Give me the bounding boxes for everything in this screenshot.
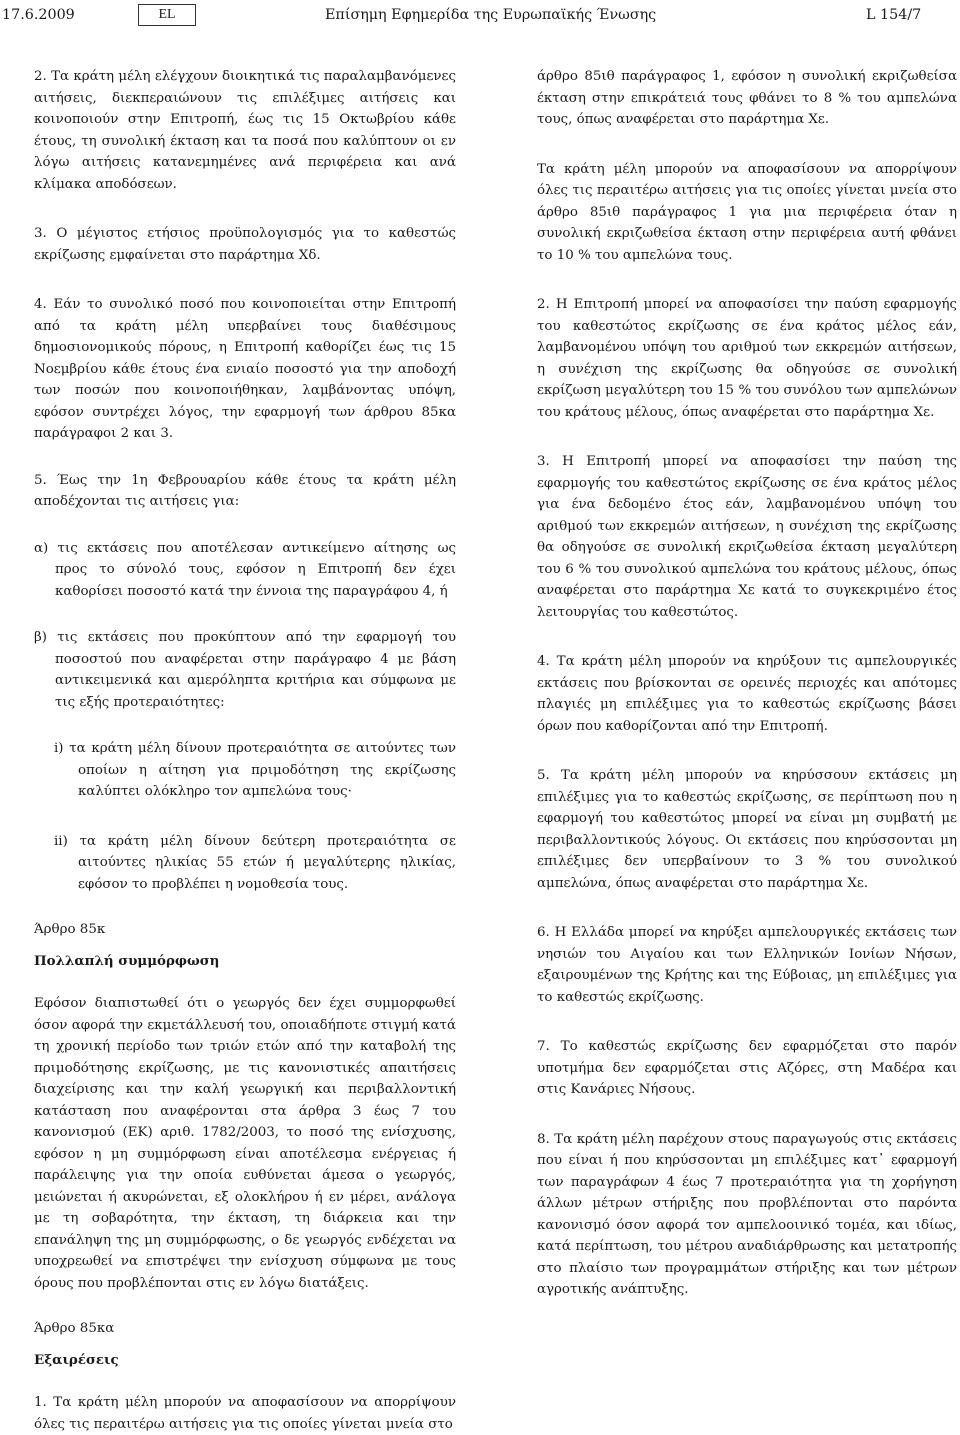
page-header [0,0,960,30]
paragraph-3: 3. Ο μέγιστος ετήσιος προϋπολογισμός για το καθεστώς εκρίζωσης εμφαίνεται στο παράρτημα Χδ. [34,226,456,263]
journal-title: Επίσημη Εφημερίδα της Ευρωπαϊκής Ένωσης [325,7,657,23]
right-column [537,66,957,1301]
item-a: α) τις εκτάσεις που αποτέλεσαν αντικείμενο αίτησης ως προς το σύνολό τους, εφόσον η Επιτροπή δεν έχει καθορίσει ποσοστό κατά την έννοια της παραγράφου 4, ή [34,540,456,599]
language-badge: EL [138,4,196,26]
continuation-text: άρθρο 85ιθ παράγραφος 1, εφόσον η συνολική εκριζωθείσα έκταση στην επικράτειά τους φθάνει το 8 % του αμπελώνα τους, όπως αναφέρεται στο παράρτημα Χε. [537,69,957,127]
article-85ka-paragraph-1: 1. Τα κράτη μέλη μπορούν να αποφασίσουν να απορρίψουν όλες τις περαιτέρω αιτήσεις για τις οποίες γίνεται μνεία στο [34,1395,456,1432]
item-b: β) τις εκτάσεις που προκύπτουν από την εφαρμογή του ποσοστού που αναφέρεται στην παράγραφο 4 με βάση αντικειμενικά και αμερόληπτα κριτήρια και σύμφωνα με τις εξής προτεραιότητες: [34,630,456,710]
paragraph-5: 5. Έως την 1η Φεβρουαρίου κάθε έτους τα κράτη μέλη αποδέχονται τις αιτήσεις για: [34,472,456,509]
item-i: i) τα κράτη μέλη δίνουν προτεραιότητα σε αιτούντες των οποίων η αίτηση για πριμοδότηση της εκρίζωσης καλύπτει ολόκληρο τον αμπελώνα τους· [54,741,456,799]
article-85ka-title: Εξαιρέσεις [34,1351,119,1368]
continuation-paragraph: Τα κράτη μέλη μπορούν να αποφασίσουν να απορρίψουν όλες τις περαιτέρω αιτήσεις για τις οποίες γίνεται μνεία στο άρθρο 85ιθ παράγραφος 1 για μια περιφέρεια όταν η συνολική εκριζωθείσα έκταση στην περιφέρεια αυτή φθάνει το 10 % του αμπελώνα τους. [537,161,957,263]
article-85k-number: Άρθρο 85κ [34,922,106,937]
left-column [34,66,456,1435]
paragraph-2: 2. Τα κράτη μέλη ελέγχουν διοικητικά τις παραλαμβανόμενες αιτήσεις, διεκπεραιώνουν τις επιλέξιμες αιτήσεις και κοινοποιούν στην Επιτροπή, έως τις 15 Οκτωβρίου κάθε έτους, τη συνολική έκταση και τα ποσά που καλύπτουν οι εν λόγω αιτήσεις κατανεμημένες ανά περιφέρεια και ανά κλίμακα αποδόσεων. [34,69,456,192]
paragraph-3-right: 3. Η Επιτροπή μπορεί να αποφασίσει την παύση της εφαρμογής του καθεστώτος εκρίζωσης σε ένα κράτος μέλος για ένα δεδομένο έτος εάν, λαμβανομένου υπόψη του αριθμού των εκκρεμών αιτήσεων, η συνέχιση της εκρίζωσης θα οδηγούσε σε συνολική εκριζωθείσα έκταση μεγαλύτερη του 6 % του συνολικού αμπελώνα του κράτους μέλους, όπως αναφέρεται στο παράρτημα Χε κατά το συγκεκριμένο έτος λειτουργίας του καθεστώτος. [537,454,957,620]
page-reference: L 154/7 [866,7,922,23]
paragraph-4: 4. Εάν το συνολικό ποσό που κοινοποιείται στην Επιτροπή από τα κράτη μέλη υπερβαίνει τους διαθέσιμους δημοσιονομικούς πόρους, η Επιτροπή καθορίζει έως τις 15 Νοεμβρίου κάθε έτους ένα ενιαίο ποσοστό για την αποδοχή των ποσών που κοινοποιήθηκαν, λαμβάνοντας υπόψη, εφόσον συντρέχει λόγος, την εφαρμογή των άρθρου 85κα παράγραφοι 2 και 3. [34,297,456,441]
paragraph-6-right: 6. Η Ελλάδα μπορεί να κηρύξει αμπελουργικές εκτάσεις των νησιών του Αιγαίου και των Ελληνικών Ιονίων Νήσων, εξαιρουμένων της Κρήτης και της Εύβοιας, μη επιλέξιμες για το καθεστώς εκρίζωσης. [537,925,957,1005]
article-85ka-number: Άρθρο 85κα [34,1321,115,1336]
paragraph-5-right: 5. Τα κράτη μέλη μπορούν να κηρύσσουν εκτάσεις μη επιλέξιμες για το καθεστώς εκρίζωσης, σε περίπτωση που η εφαρμογή του καθεστώτος μπορεί να είναι μη συμβατή με περιβαλλοντικούς λόγους. Οι εκτάσεις που κηρύσσονται μη επιλέξιμες δεν υπερβαίνουν το 3 % του συνολικού αμπελώνα, όπως αναφέρεται στο παράρτημα Χε. [537,768,957,891]
paragraph-4-right: 4. Τα κράτη μέλη μπορούν να κηρύξουν τις αμπελουργικές εκτάσεις που βρίσκονται σε ορεινές περιοχές και απότομες πλαγιές μη επιλέξιμες για το καθεστώς εκρίζωσης βάσει όρων που καθορίζονται από την Επιτροπή. [537,654,957,734]
article-85k-title: Πολλαπλή συμμόρφωση [34,952,220,969]
paragraph-2-right: 2. Η Επιτροπή μπορεί να αποφασίσει την παύση εφαρμογής του καθεστώτος εκρίζωσης σε ένα κράτος μέλος εάν, λαμβανομένου υπόψη του αριθμού των εκκρεμών αιτήσεων, η συνέχιση της εκρίζωσης θα οδηγούσε σε συνολική εκρίζωση μεγαλύτερη του 15 % του συνόλου των αμπελώνων του κράτους μέλους, όπως αναφέρεται στο παράρτημα Χε. [537,297,957,420]
paragraph-8-right: 8. Τα κράτη μέλη παρέχουν στους παραγωγούς στις εκτάσεις που είναι ή που κηρύσσονται μη επιλέξιμες κατ᾽ εφαρμογή των παραγράφων 4 έως 7 προτεραιότητα για τη χορήγηση άλλων μέτρων στήριξης που προβλέπονται στο παρόντα κανονισμό όσον αφορά τον αμπελοοινικό τομέα, και ιδίως, κατά περίπτωση, του μέτρου αναδιάρθρωσης και μετατροπής στο πλαίσιο των προγραμμάτων στήριξης και των μέτρων αγροτικής ανάπτυξης. [537,1131,957,1297]
article-85k-text: Εφόσον διαπιστωθεί ότι ο γεωργός δεν έχει συμμορφωθεί όσον αφορά την εκμετάλλευσή του, οποιαδήποτε στιγμή κατά τη χρονική περίοδο των τριών ετών από την καταβολή της πριμοδότησης εκρίζωσης, με τις κανονιστικές απαιτήσεις διαχείρισης και την καλή γεωργική και περιβαλλοντική κατάσταση που αναφέρονται στα άρθρα 3 έως 7 του κανονισμού (ΕΚ) αριθ. 1782/2003, το ποσό της ενίσχυσης, εφόσον η μη συμμόρφωση είναι αποτέλεσμα ενέργειας ή παράλειψης για την οποία ευθύνεται άμεσα ο γεωργός, μειώνεται ή ακυρώνεται, εξ ολοκλήρου ή εν μέρει, ανάλογα με τη σοβαρότητα, την έκταση, τη διάρκεια και την επανάληψη της μη συμμόρφωσης, ο δε γεωργός ενδέχεται να υποχρεωθεί να επιστρέψει την ενίσχυση σύμφωνα με τους όρους που προβλέπονται στις εν λόγω διατάξεις. [34,996,456,1291]
publication-date: 17.6.2009 [2,7,75,23]
item-ii: ii) τα κράτη μέλη δίνουν δεύτερη προτεραιότητα σε αιτούντες ηλικίας 55 ετών ή μεγαλύτερης ηλικίας, εφόσον το προβλέπει η νομοθεσία τους. [54,833,456,892]
paragraph-7-right: 7. Το καθεστώς εκρίζωσης δεν εφαρμόζεται στο παρόν υποτμήμα δεν εφαρμόζεται στις Αζόρες, στη Μαδέρα και στις Κανάριες Νήσους. [537,1039,957,1097]
